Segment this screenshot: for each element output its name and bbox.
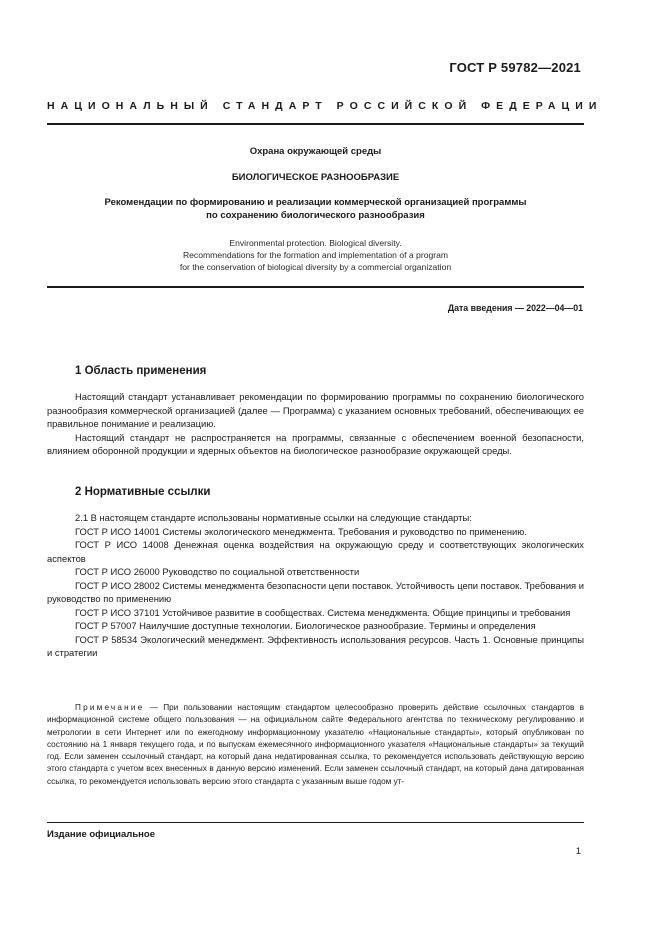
page-number: 1 <box>575 846 581 857</box>
note-text: — При пользовании настоящим стандартом целесообразно проверить действие ссылочных стандартов в информационной системе общего пользования — на официальном сайте Федерального агентства по техническому регулированию и метрологии в сети Интернет или по ежегодному информационному указателю «Национальные стандарты», который опубликован по состоянию на 1 января текущего года, и по выпускам ежемесячного информационного указателя «Национальные стандарты» за текущий год. Если заменен ссылочный стандарт, на который дана недатированная ссылка, то рекомендуется использовать действующую версию этого стандарта с учетом всех внесенных в данную версию изменений. Если заменен ссылочный стандарт, на который дана датированная ссылка, то рекомендуется использовать версию этого стандарта с указанным выше годом ут- <box>47 703 584 786</box>
reference-item: ГОСТ Р 57007 Наилучшие доступные технологии. Биологическое разнообразие. Термины и определения <box>75 620 536 631</box>
note-paragraph <box>47 702 584 788</box>
note-label: Примечание <box>75 703 145 712</box>
paragraph: Настоящий стандарт устанавливает рекомендации по формированию программы по сохранению биологического разнообразия коммерческой организацией (далее — Программа) с указанием основных требований, обеспечивающих ее правильное понимание и реализацию. <box>47 391 584 429</box>
reference-item: ГОСТ Р 58534 Экологический менеджмент. Эффективность использования ресурсов. Часть 1. Основные принципы и стратегии <box>47 633 584 658</box>
footer-divider <box>47 822 584 823</box>
edition-label: Издание официальное <box>47 829 155 840</box>
top-divider <box>47 123 584 125</box>
english-title-line: Environmental protection. Biological diversity. <box>229 238 402 248</box>
reference-item: ГОСТ Р ИСО 37101 Устойчивое развитие в сообществах. Система менеджмента. Общие принципы и требования <box>75 606 571 618</box>
title-area: Охрана окружающей среды <box>249 146 382 157</box>
english-title-line: Recommendations for the formation and implementation of a program <box>182 250 449 260</box>
title-main: БИОЛОГИЧЕСКОЕ РАЗНООБРАЗИЕ <box>231 172 400 183</box>
note-block <box>47 702 584 788</box>
paragraph: Настоящий стандарт не распространяется на программы, связанные с обеспечением военной безопасности, влиянием оборонной продукции и ядерных объектов на биологическое разнообразие окружающей среды. <box>47 431 584 456</box>
paragraph: 2.1 В настоящем стандарте использованы нормативные ссылки на следующие стандарты: <box>75 512 472 523</box>
introduction-date: Дата введения — 2022—04—01 <box>447 303 583 313</box>
reference-item: ГОСТ Р ИСО 26000 Руководство по социальной ответственности <box>75 566 360 577</box>
subtitle-line: по сохранению биологического разнообразия <box>206 210 425 221</box>
reference-item: ГОСТ Р ИСО 14008 Денежная оценка воздействия на окружающую среду и соответствующих экологических аспектов <box>47 539 584 564</box>
reference-item: ГОСТ Р ИСО 14001 Системы экологического менеджмента. Требования и руководство по применению. <box>75 525 527 537</box>
title-divider <box>47 286 584 288</box>
subtitle-line: Рекомендации по формированию и реализации коммерческой организацией программы <box>104 197 527 208</box>
title-english <box>47 237 584 273</box>
title-subtitle <box>47 196 584 222</box>
english-title-line: for the conservation of biological diversity by a commercial organization <box>179 262 452 272</box>
section-body-references <box>47 511 584 660</box>
reference-item: ГОСТ Р ИСО 28002 Системы менеджмента безопасности цепи поставок. Устойчивость цепи поставок. Требования и руководство по применению <box>47 579 584 604</box>
section-heading-references: 2 Нормативные ссылки <box>75 486 211 498</box>
section-heading-scope: 1 Область применения <box>75 365 207 377</box>
section-body-scope <box>47 390 584 458</box>
document-number: ГОСТ Р 59782—2021 <box>449 60 581 75</box>
national-standard-banner: НАЦИОНАЛЬНЫЙ СТАНДАРТ РОССИЙСКОЙ ФЕДЕРАЦИИ <box>47 100 603 112</box>
